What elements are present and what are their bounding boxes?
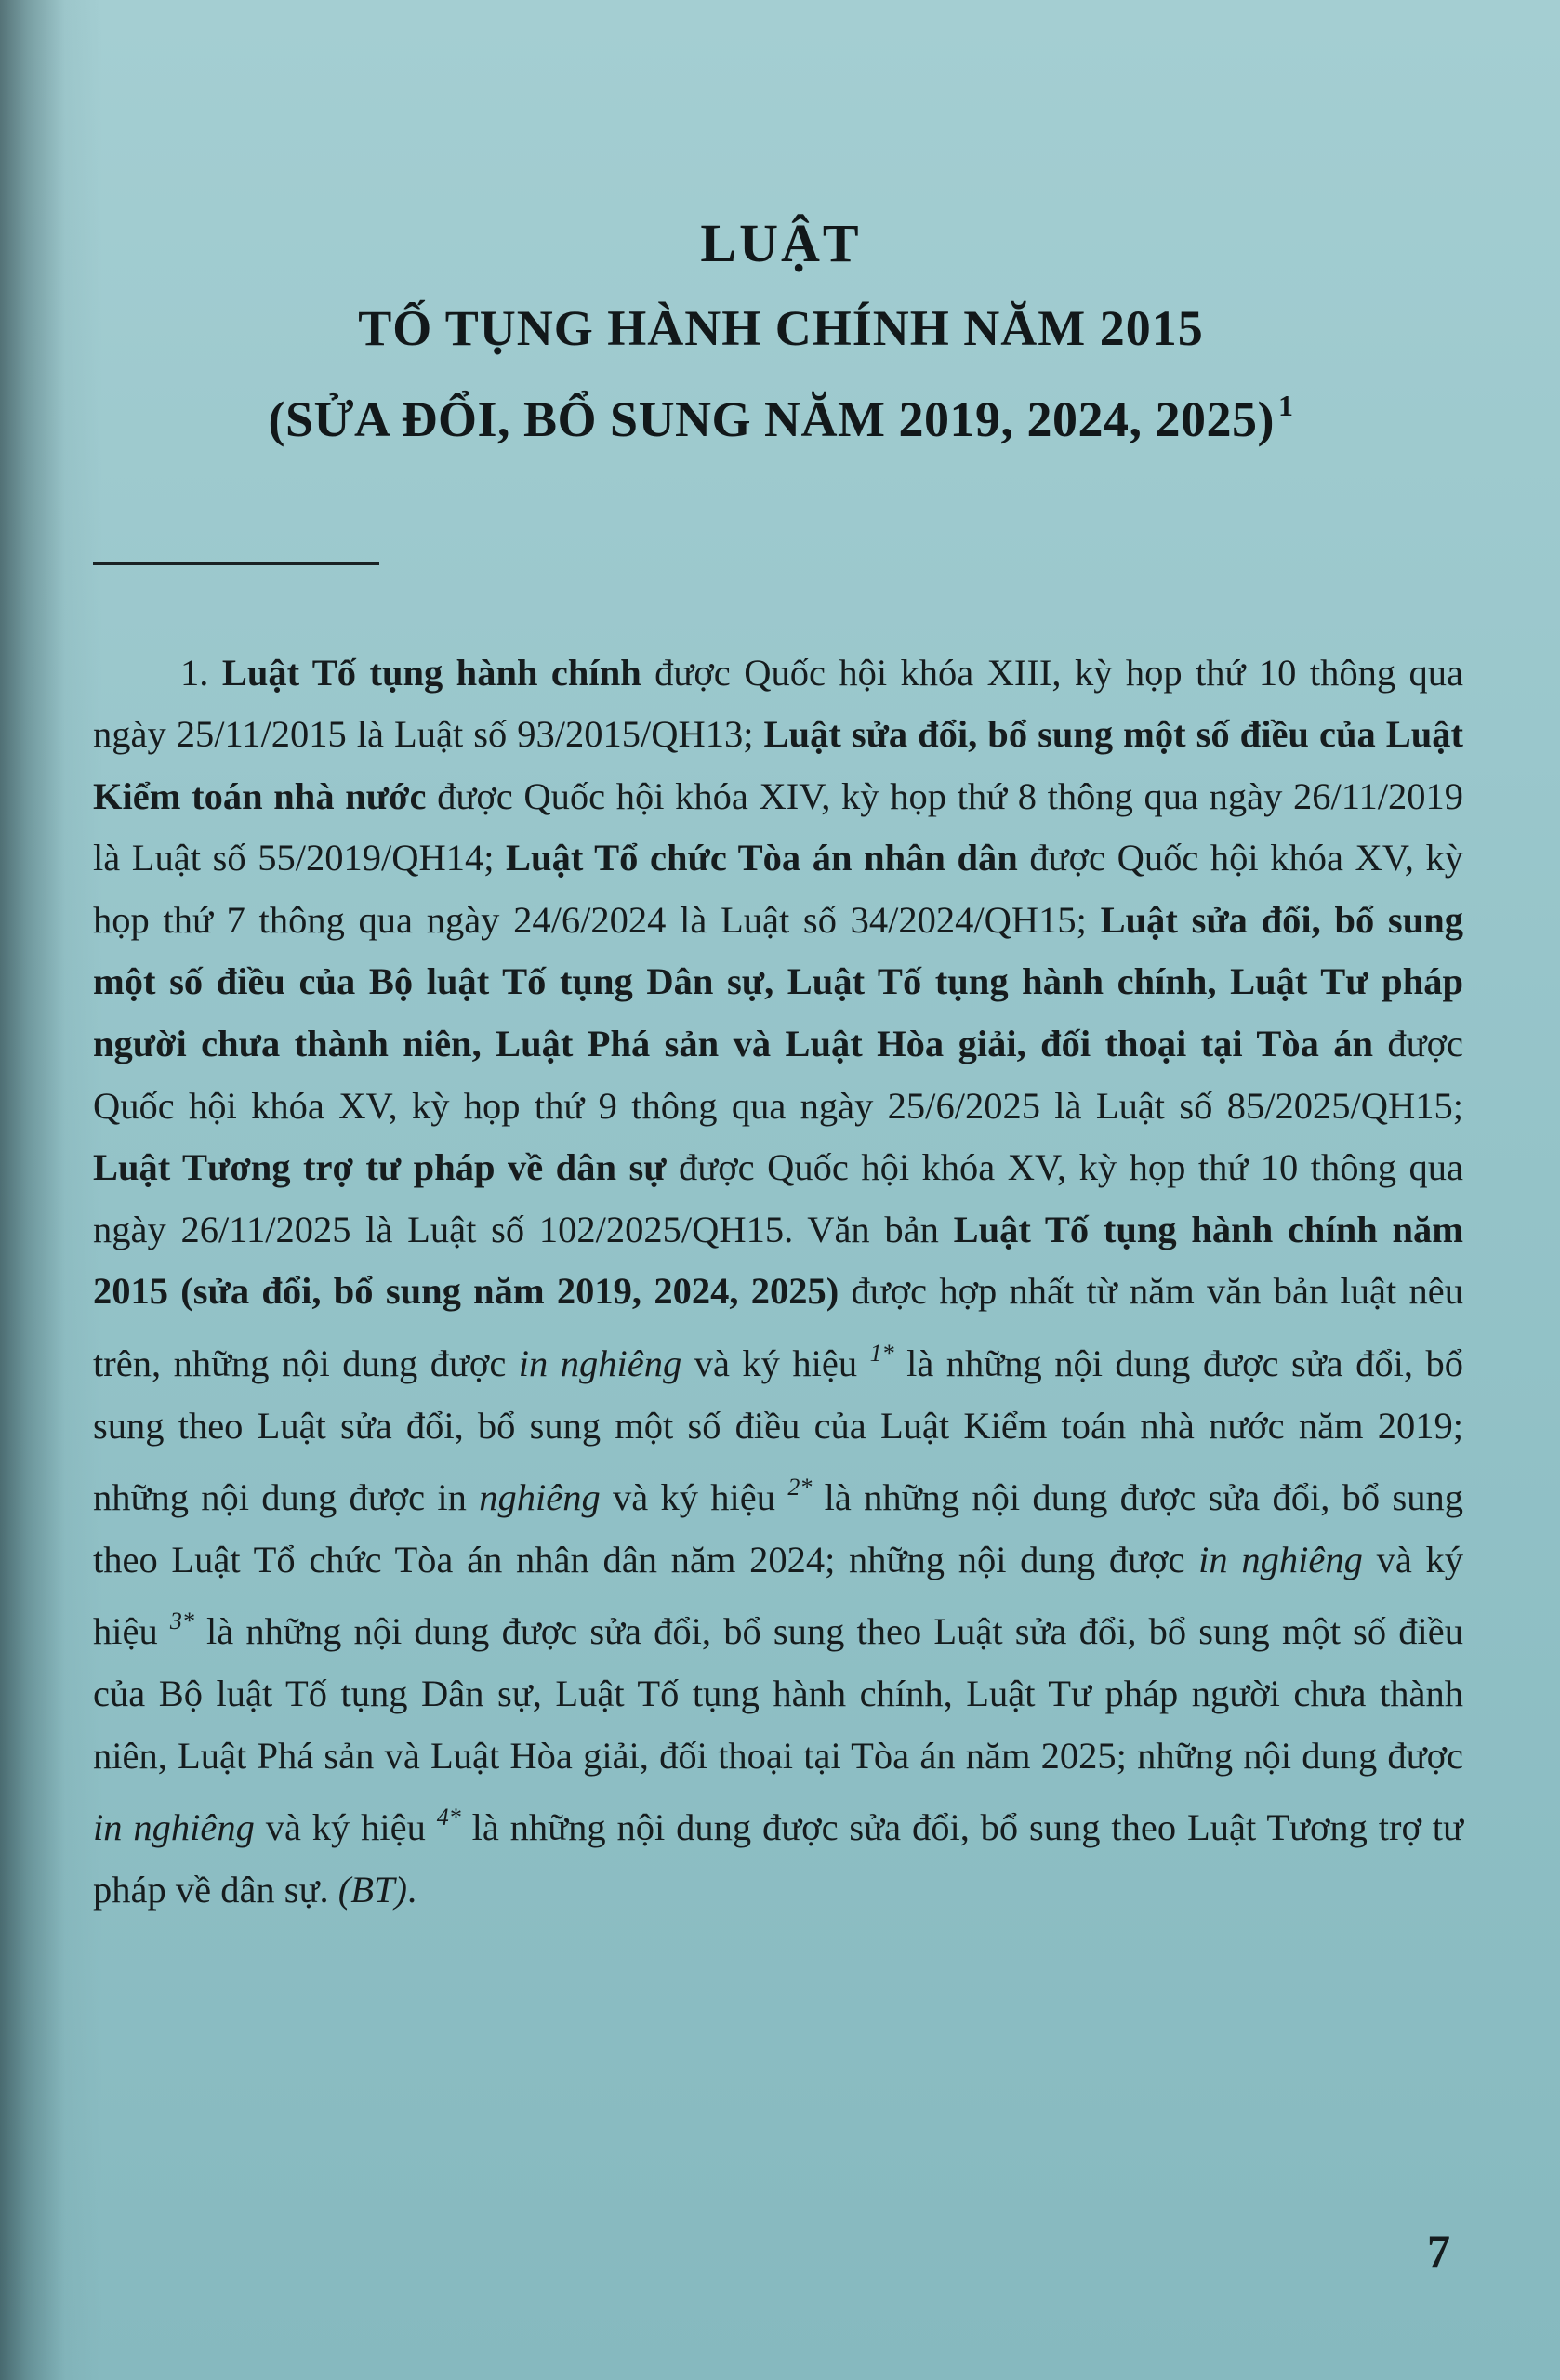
bold-law-name: Luật sửa đổi, bổ sung một số điều của Bộ luật Tố tụng Dân sự, Luật Tố tụng hành chính, Luật Tư pháp người chưa thành niên, Luật Phá sản và Luật Hòa giải, đối thoại tại Tòa án [93,898,1463,1065]
footnote-number: 1. [180,651,209,694]
footnote-divider [93,562,379,565]
italic-text: nghiêng [479,1476,601,1519]
footnote-segment: là những nội dung được sửa đổi, bổ sung theo Luật Tương trợ tư pháp về dân sự. [93,1806,1463,1911]
footnote-segment: được Quốc hội khóa XV, kỳ họp thứ 10 thông qua ngày 26/11/2025 là Luật số 102/2025/QH15. Văn bản [93,1146,1463,1250]
italic-text: in nghiêng [1198,1538,1363,1580]
italic-text: (BT) [337,1868,408,1911]
footnote-segment: là những nội dung được sửa đổi, bổ sung theo Luật sửa đổi, bổ sung một số điều của Luật Kiểm toán nhà nước năm 2019; những nội dung được in [93,1342,1463,1519]
amendment-marker: 1* [869,1340,894,1368]
footnote-text [93,642,1463,1922]
bold-law-name: Luật sửa đổi, bổ sung một số điều của Luật Kiểm toán nhà nước [93,713,1464,817]
footnote-segment: và ký hiệu [681,1342,870,1385]
footnote-segment: được Quốc hội khóa XIV, kỳ họp thứ 8 thông qua ngày 26/11/2019 là Luật số 55/2019/QH14; [93,774,1464,879]
bold-law-name: Luật Tố tụng hành chính [221,651,641,694]
law-title-line-1: LUẬT [700,213,862,273]
footnote-segment: được Quốc hội khóa XV, kỳ họp thứ 9 thông qua ngày 25/6/2025 là Luật số 85/2025/QH15; [93,1023,1464,1127]
footnote-segment: là những nội dung được sửa đổi, bổ sung theo Luật Tổ chức Tòa án nhân dân năm 2024; những nội dung được [93,1476,1463,1580]
bold-law-name: Luật Tố tụng hành chính năm 2015 (sửa đổi, bổ sung năm 2019, 2024, 2025) [93,1208,1463,1313]
law-title-line-3 [93,389,1469,448]
show-through-text [65,112,1460,632]
amendment-marker: 2* [787,1474,813,1501]
footnote-segment: . [407,1868,417,1911]
italic-text: in nghiêng [93,1806,255,1849]
bold-law-name: Luật Tổ chức Tòa án nhân dân [506,837,1018,879]
footnote-segment: và ký hiệu [600,1476,788,1519]
amendment-marker: 4* [436,1804,461,1831]
law-title-amendments: (SỬA ĐỔI, BỔ SUNG NĂM 2019, 2024, 2025) [268,391,1276,447]
law-title-line-2: TỐ TỤNG HÀNH CHÍNH NĂM 2015 [358,300,1204,356]
amendment-marker: 3* [169,1607,194,1635]
footnote-segment: và ký hiệu [254,1806,437,1849]
footnote-segment: được hợp nhất từ năm văn bản luật nêu trên, những nội dung được [93,1270,1463,1385]
footnote-segment: được Quốc hội khóa XIII, kỳ họp thứ 10 thông qua ngày 25/11/2015 là Luật số 93/2015/QH13; [93,651,1464,756]
bold-law-name: Luật Tương trợ tư pháp về dân sự [93,1146,667,1189]
footnote-segment: là những nội dung được sửa đổi, bổ sung theo Luật sửa đổi, bổ sung một số điều của Bộ luật Tố tụng Dân sự, Luật Tố tụng hành chính, Luật Tư pháp người chưa thành niên, Luật Phá sản và Luật Hòa giải, đối thoại tại Tòa án năm 2025; những nội dung được [93,1610,1463,1777]
footnote-segment: và ký hiệu [93,1538,1463,1653]
page-number: 7 [1427,2225,1450,2277]
footnote-segment: được Quốc hội khóa XV, kỳ họp thứ 7 thông qua ngày 24/6/2024 là Luật số 34/2024/QH15; [93,837,1463,941]
footnote-reference: 1 [1278,389,1294,422]
italic-text: in nghiêng [518,1342,682,1385]
